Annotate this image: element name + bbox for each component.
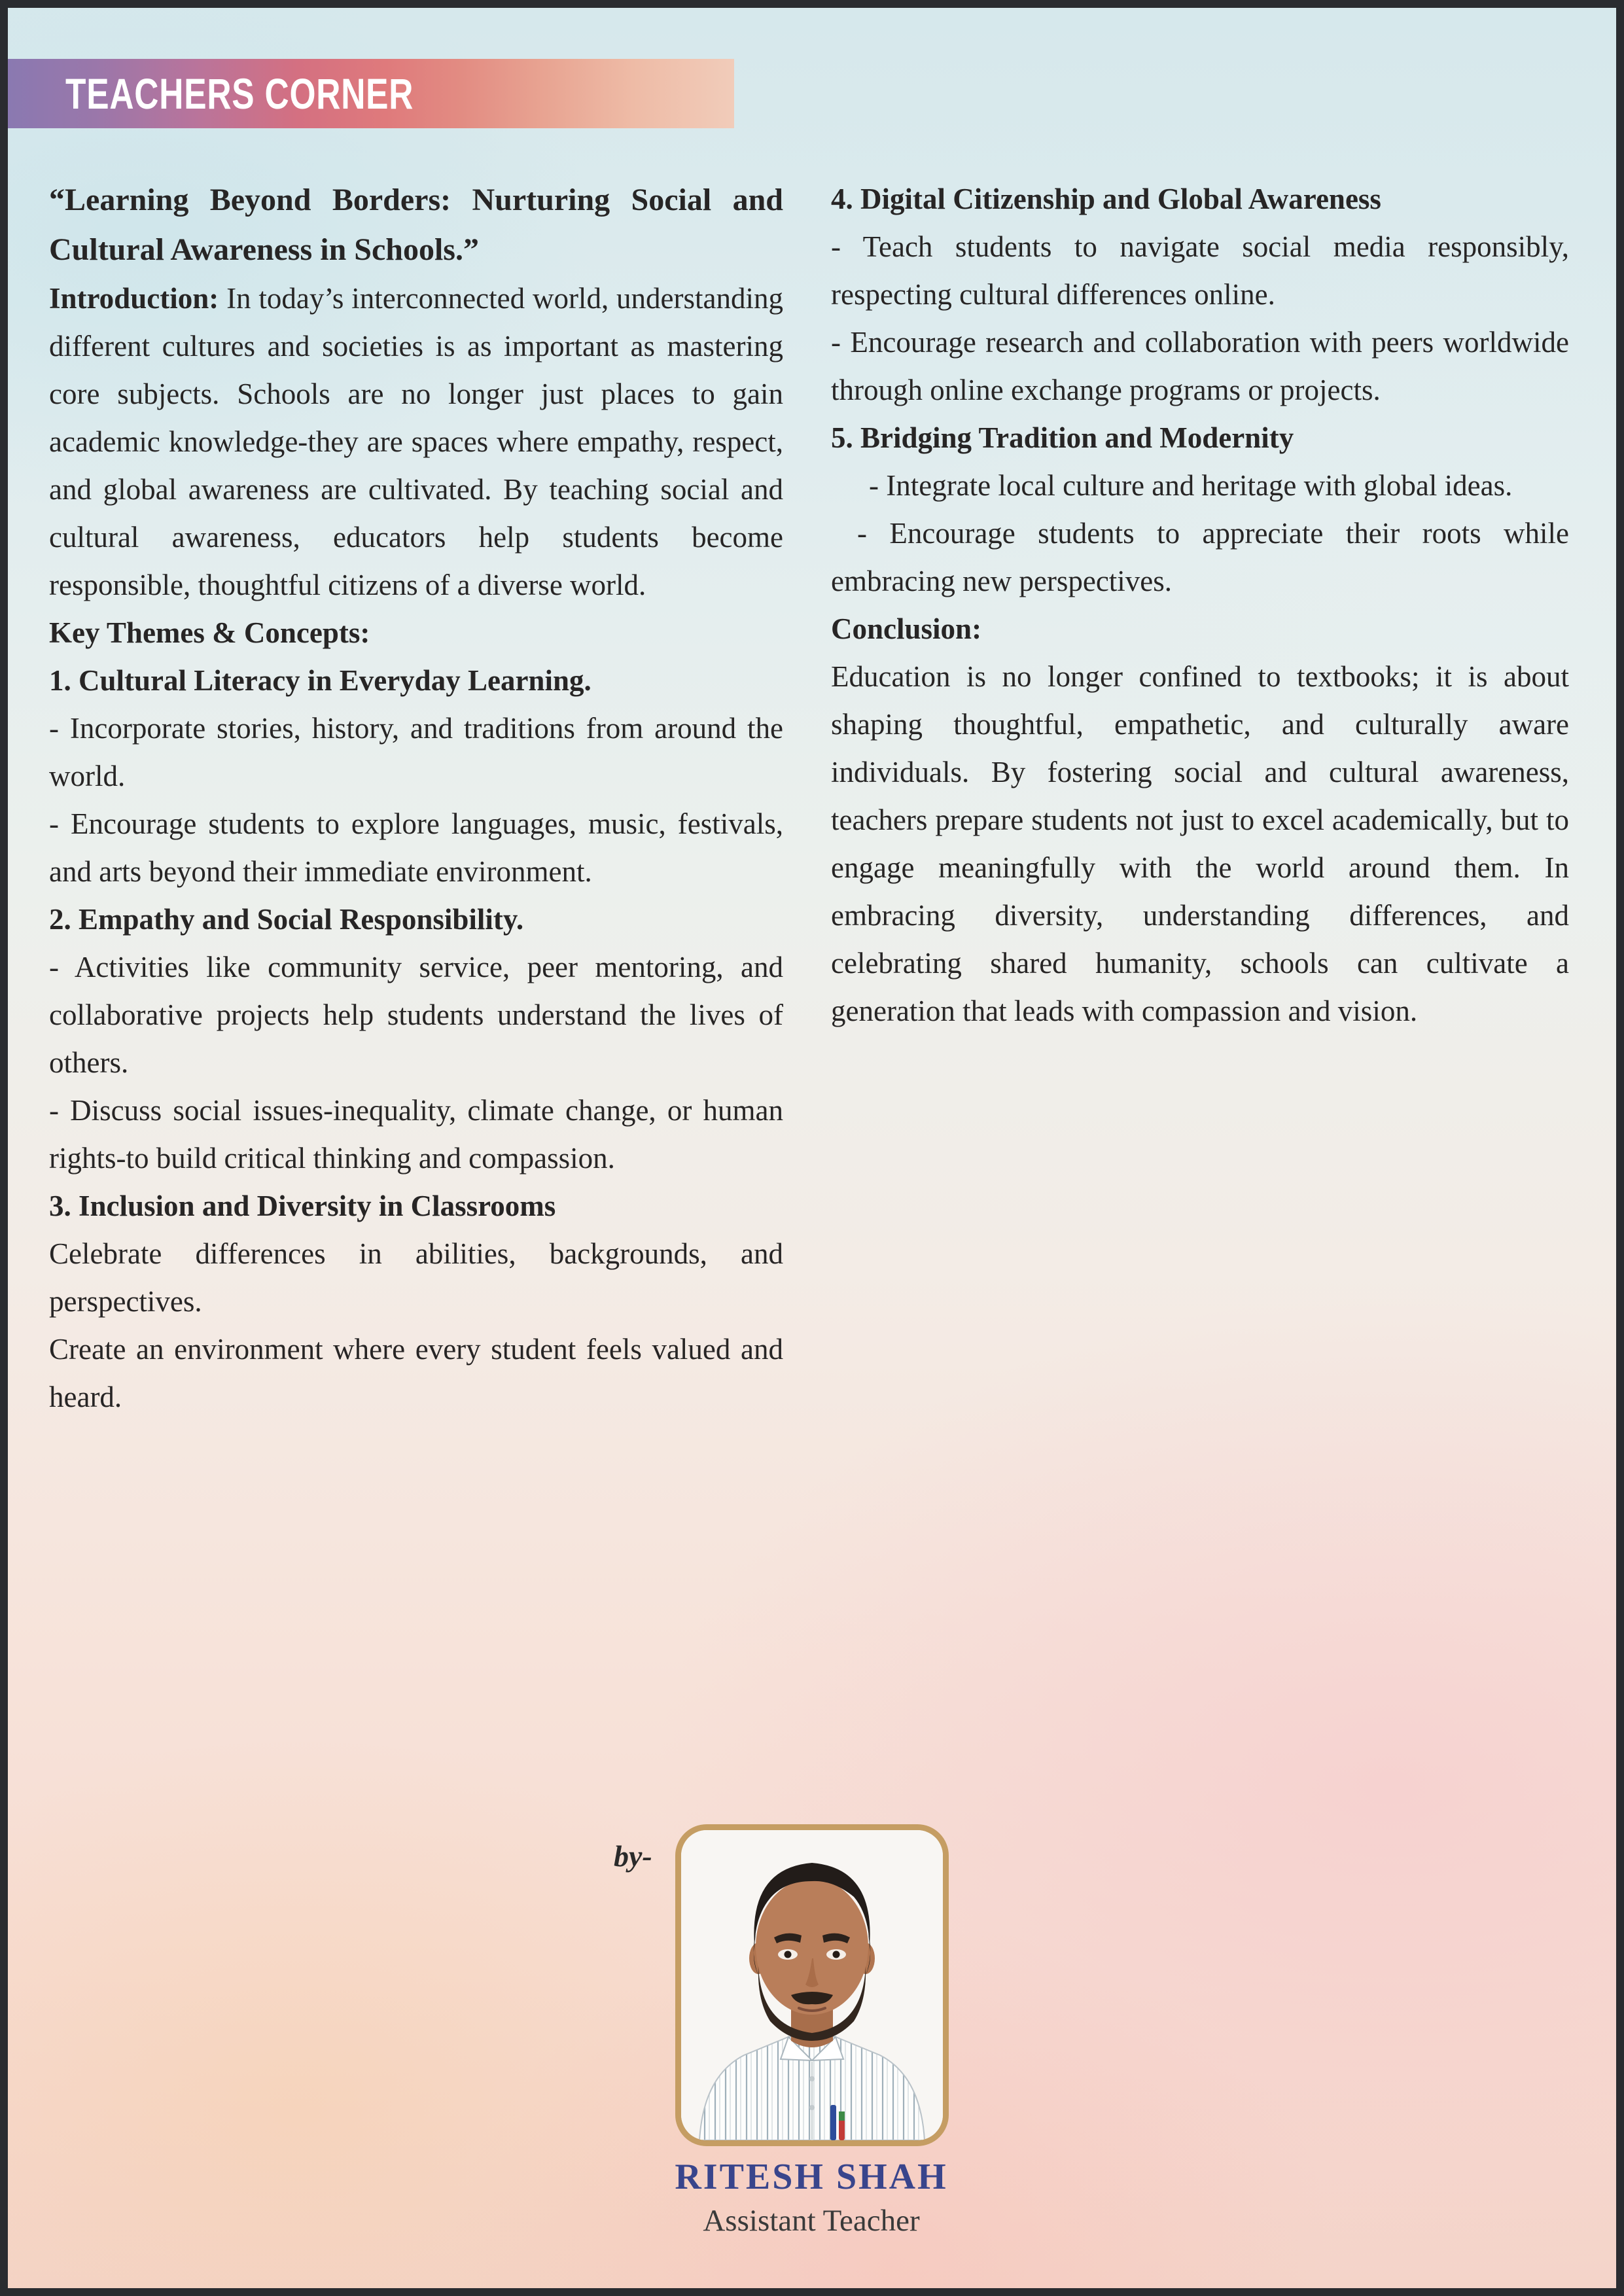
theme3-heading: 3. Inclusion and Diversity in Classrooms	[49, 1190, 556, 1222]
theme4-heading: 4. Digital Citizenship and Global Awareness	[831, 183, 1381, 215]
theme5-bullet-2: - Encourage students to appreciate their roots while embracing new perspectives.	[831, 517, 1569, 597]
theme4-bullet-2: - Encourage research and collaboration with peers worldwide through online exchange programs or projects.	[831, 326, 1569, 406]
banner-title: TEACHERS CORNER	[65, 69, 414, 118]
left-column	[49, 175, 783, 1421]
section-banner	[8, 59, 734, 128]
conclusion-paragraph: Education is no longer confined to textbooks; it is about shaping thoughtful, empathetic, and culturally aware individuals. By fostering social and cultural awareness, teachers prepare students not just to excel academically, but to engage meaningfully with the world around them. In embracing diversity, understanding differences, and celebrating shared humanity, schools can cultivate a generation that leads with compassion and vision.	[831, 660, 1569, 1027]
theme5-heading: 5. Bridging Tradition and Modernity	[831, 421, 1294, 454]
intro-body: In today’s interconnected world, understanding different cultures and societies is as important as mastering core subjects. Schools are no longer just places to gain academic knowledge-they are spaces where empathy, respect, and global awareness are cultivated. By teaching social and cultural awareness, educators help students become responsible, thoughtful citizens of a diverse world.	[49, 282, 783, 601]
theme2-heading: 2. Empathy and Social Responsibility.	[49, 903, 524, 936]
theme2-bullet-1: - Activities like community service, peer mentoring, and collaborative projects help students understand the lives of others.	[49, 951, 783, 1079]
theme1-heading: 1. Cultural Literacy in Everyday Learning.	[49, 664, 591, 697]
theme3-para-2: Create an environment where every student feels valued and heard.	[49, 1333, 783, 1413]
byline-prefix: by-	[614, 1839, 652, 1873]
theme1-bullet-1: - Incorporate stories, history, and traditions from around the world.	[49, 712, 783, 792]
author-photo-illustration	[681, 1830, 943, 2140]
theme1-bullet-2: - Encourage students to explore languages, music, festivals, and arts beyond their immediate environment.	[49, 807, 783, 888]
author-name: RITESH SHAH	[675, 2157, 948, 2197]
author-role: Assistant Teacher	[703, 2204, 920, 2238]
theme4-bullet-1: - Teach students to navigate social media responsibly, respecting cultural differences online.	[831, 230, 1569, 311]
author-photo-frame	[675, 1824, 949, 2146]
theme2-bullet-2: - Discuss social issues-inequality, climate change, or human rights-to build critical thinking and compassion.	[49, 1094, 783, 1174]
right-column	[831, 175, 1569, 1035]
intro-paragraph	[49, 275, 783, 609]
author-block	[550, 2157, 1073, 2240]
intro-label: Introduction:	[49, 282, 219, 315]
theme3-para-1: Celebrate differences in abilities, backgrounds, and perspectives.	[49, 1237, 783, 1318]
theme5-bullet-1: - Integrate local culture and heritage with global ideas.	[869, 469, 1513, 502]
key-themes-heading: Key Themes & Concepts:	[49, 616, 370, 649]
conclusion-heading: Conclusion:	[831, 612, 982, 645]
article-title: “Learning Beyond Borders: Nurturing Social and Cultural Awareness in Schools.”	[49, 183, 783, 267]
